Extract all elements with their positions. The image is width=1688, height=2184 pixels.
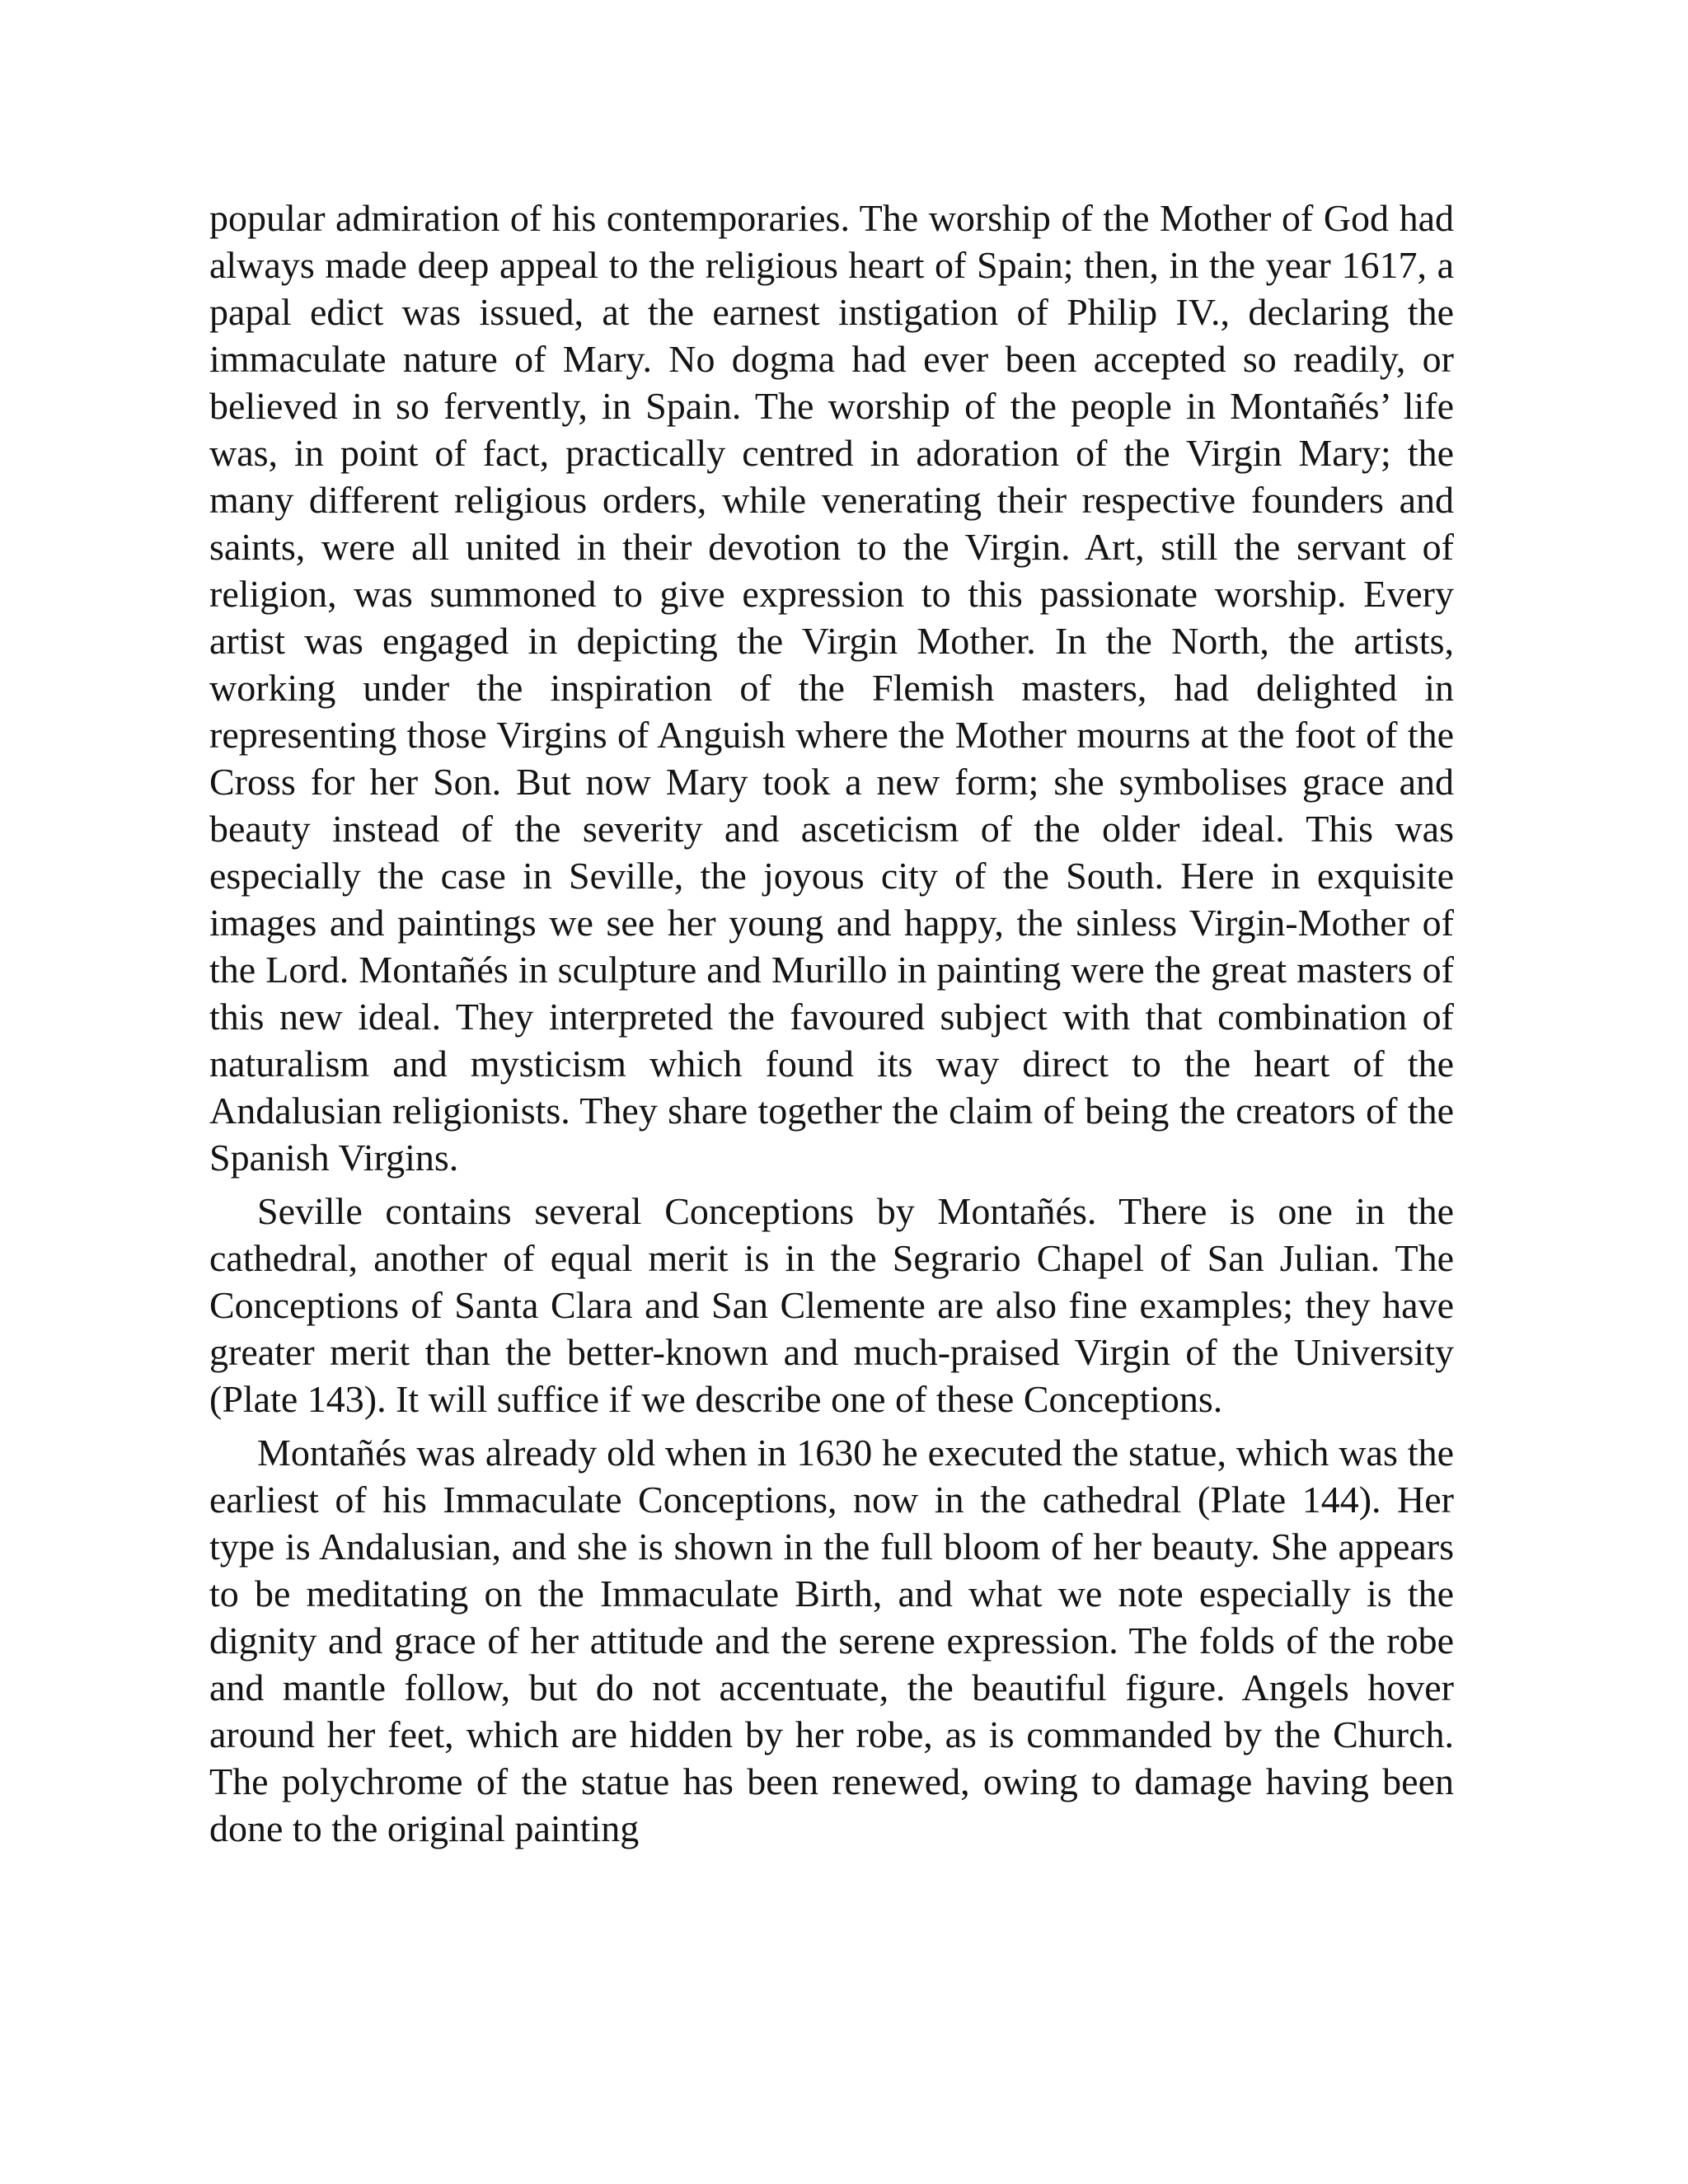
body-text	[209, 194, 1454, 1852]
paragraph-1: popular admiration of his contemporaries. The worship of the Mother of God had always made deep appeal to the religious heart of Spain; then, in the year 1617, a papal edict was issued, at the earnest instigation of Philip IV., declaring the immaculate nature of Mary. No dogma had ever been accepted so readily, or believed in so fervently, in Spain. The worship of the people in Montañés’ life was, in point of fact, practically centred in adoration of the Virgin Mary; the many different religious orders, while venerating their respective founders and saints, were all united in their devotion to the Virgin. Art, still the servant of religion, was summoned to give expression to this passionate worship. Every artist was engaged in depicting the Virgin Mother. In the North, the artists, working under the inspiration of the Flemish masters, had delighted in representing those Virgins of Anguish where the Mother mourns at the foot of the Cross for her Son. But now Mary took a new form; she symbolises grace and beauty instead of the severity and asceticism of the older ideal. This was especially the case in Seville, the joyous city of the South. Here in exquisite images and paintings we see her young and happy, the sinless Virgin-Mother of the Lord. Montañés in sculpture and Murillo in painting were the great masters of this new ideal. They interpreted the favoured subject with that combination of naturalism and mysticism which found its way direct to the heart of the Andalusian religionists. They share together the claim of being the creators of the Spanish Virgins.	[209, 197, 1454, 1179]
paragraph-2: Seville contains several Conceptions by Montañés. There is one in the cathedral, another of equal merit is in the Segrario Chapel of San Julian. The Conceptions of Santa Clara and San Clemente are also fine examples; they have greater merit than the better-known and much-praised Virgin of the University (Plate 143). It will suffice if we describe one of these Conceptions.	[209, 1190, 1454, 1420]
paragraph-3: Montañés was already old when in 1630 he executed the statue, which was the earliest of his Immaculate Conceptions, now in the cathedral (Plate 144). Her type is Andalusian, and she is shown in the full bloom of her beauty. She appears to be meditating on the Immaculate Birth, and what we note especially is the dignity and grace of her attitude and the serene expression. The folds of the robe and mantle follow, but do not accentuate, the beautiful figure. Angels hover around her feet, which are hidden by her robe, as is commanded by the Church. The polychrome of the statue has been renewed, owing to damage having been done to the original painting	[209, 1432, 1454, 1849]
